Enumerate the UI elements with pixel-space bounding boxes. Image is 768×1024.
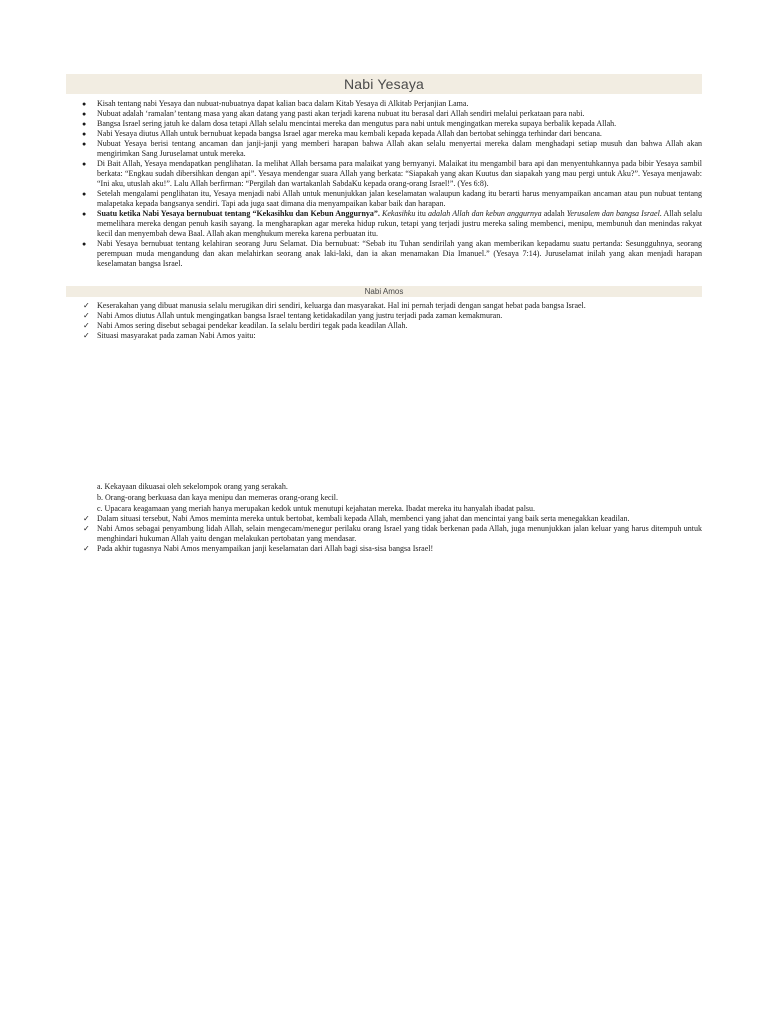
list-item-kebun-anggur: ● Suatu ketika Nabi Yesaya bernubuat tentang “Kekasihku dan Kebun Anggurnya”. Kekasihku itu adalah Allah dan kebun anggurnya adalah Yerusalem dan bangsa Israel. Allah selalu memelihara mereka dengan penuh kasih sayang. Ia mengharapkan agar mereka hidup rukun, tetapi yang terjadi justru mereka saling membenci, menipu, membunuh dan menindas rakyat kecil dan menyembah dewa Baal. Allah akan menghukum mereka karena perbuatan itu. (82, 209, 703, 238)
checkmark-icon: ✓ (83, 321, 90, 330)
kebun-lead: Suatu ketika Nabi Yesaya bernubuat tentang “Kekasihku dan Kebun Anggurnya”. (97, 209, 380, 218)
checkmark-icon: ✓ (83, 544, 90, 553)
bullet-icon: ● (82, 120, 87, 128)
list-item: a. Kekayaan dikuasai oleh sekelompok orang yang serakah. (97, 482, 288, 491)
list-item: ● Nabi Yesaya bernubuat tentang kelahiran seorang Juru Selamat. Dia bernubuat: “Sebab itu Tuhan sendirilah yang akan memberikan kepadamu suatu pertanda: Sesungguhnya, seorang perempuan muda mengandung dan akan melahirkan seorang anak laki-laki, dan ia akan menamakan Dia Imanuel.” (Yesaya 7:14). Juruselamat inilah yang akan menjadi harapan keselamatan bangsa Israel. (82, 239, 702, 268)
list-item: ✓ Situasi masyarakat pada zaman Nabi Amos yaitu: (83, 331, 256, 340)
list-item: ● Kisah tentang nabi Yesaya dan nubuat-nubuatnya dapat kalian baca dalam Kitab Yesaya di Alkitab Perjanjian Lama. (82, 99, 469, 108)
bullet-icon: ● (82, 130, 87, 138)
blank-space (66, 341, 702, 481)
list-item: ● Nubuat Yesaya berisi tentang ancaman dan janji-janji yang memberi harapan bahwa Allah akan selalu menyertai mereka dalam menghadapi setiap musuh dan bahwa Allah akan mengirimkan Sang Juruselamat untuk mereka. (82, 139, 702, 158)
list-item: b. Orang-orang berkuasa dan kaya menipu dan memeras orang-orang kecil. (97, 493, 339, 502)
list-item: ● Di Bait Allah, Yesaya mendapatkan penglihatan. Ia melihat Allah bersama para malaikat yang bernyanyi. Malaikat itu mengambil bara api dan menyentuhkannya pada bibir Yesaya sambil berkata: “Engkau sudah dibersihkan dengan api”. Yesaya mendengar suara Allah yang berkata: “Siapakah yang akan Kuutus dan siapakah yang mau pergi untuk Aku?”. Yesaya menjawab: “Ini aku, utuslah aku!”. Lalu Allah berfirman: “Pergilah dan wartakanlah SabdaKu kepada orang-orang Israel!”. (Yes 6:8). (82, 159, 702, 188)
page-title: Nabi Yesaya (66, 74, 702, 94)
section-title-amos: Nabi Amos (66, 286, 702, 297)
bullet-icon: ● (82, 210, 87, 218)
list-item: ✓ Nabi Amos sebagai penyambung lidah Allah, selain mengecam/menegur perilaku orang Israel yang tidak berkenan pada Allah, juga menunjukkan jalan keluar yang harus ditempuh untuk menghindari hukuman Allah yaitu dengan melakukan pertobatan yang mendasar. (83, 524, 702, 543)
amos-situation-list (66, 481, 702, 514)
list-item: ● Bangsa Israel sering jatuh ke dalam dosa tetapi Allah selalu mencintai mereka dan mengutus para nabi untuk mengingatkan mereka supaya berbalik kepada Allah. (82, 119, 617, 128)
checkmark-icon: ✓ (83, 514, 90, 523)
list-item: ✓ Nabi Amos sering disebut sebagai pendekar keadilan. Ia selalu berdiri tegak pada keadilan Allah. (83, 321, 408, 330)
bullet-icon: ● (82, 240, 87, 248)
list-item: ✓ Nabi Amos diutus Allah untuk mengingatkan bangsa Israel tentang ketidakadilan yang justru terjadi pada zaman kemakmuran. (83, 311, 503, 320)
bullet-icon: ● (82, 140, 87, 148)
checkmark-icon: ✓ (83, 331, 90, 340)
amos-list (66, 301, 702, 341)
list-item: ✓ Keserakahan yang dibuat manusia selalu merugikan diri sendiri, keluarga dan masyarakat. Hal ini pernah terjadi dengan sangat hebat pada bangsa Israel. (83, 301, 586, 310)
yesaya-list (66, 99, 702, 269)
bullet-icon: ● (82, 190, 87, 198)
list-item: c. Upacara keagamaan yang meriah hanya merupakan kedok untuk menutupi kejahatan mereka. Ibadat mereka itu hanyalah ibadat palsu. (97, 504, 536, 513)
bullet-icon: ● (82, 160, 87, 168)
bullet-icon: ● (82, 100, 87, 108)
bullet-icon: ● (82, 110, 87, 118)
document-page (66, 74, 702, 554)
list-item: ✓ Pada akhir tugasnya Nabi Amos menyampaikan janji keselamatan dari Allah bagi sisa-sisa bangsa Israel! (83, 544, 434, 553)
list-item: ● Setelah mengalami penglihatan itu, Yesaya menjadi nabi Allah untuk menunjukkan jalan keselamatan walaupun kadang itu berarti harus menyampaikan ancaman atau pun nubuat tentang malapetaka kepada bangsanya sendiri. Tapi ada juga saat dimana dia menyampaikan kabar baik dan harapan. (82, 189, 702, 208)
list-item: ✓ Dalam situasi tersebut, Nabi Amos meminta mereka untuk bertobat, kembali kepada Allah, membenci yang jahat dan mencintai yang baik serta menegakkan keadilan. (83, 514, 630, 523)
amos-list-2 (66, 514, 702, 554)
list-item: ● Nubuat adalah ‘ramalan’ tentang masa yang akan datang yang pasti akan terjadi karena nubuat itu berasal dari Allah sendiri melalui perkataan para nabi. (82, 109, 585, 118)
checkmark-icon: ✓ (83, 311, 90, 320)
checkmark-icon: ✓ (83, 301, 90, 310)
checkmark-icon: ✓ (83, 524, 90, 533)
list-item: ● Nabi Yesaya diutus Allah untuk bernubuat kepada bangsa Israel agar mereka mau kembali kepada kepada Allah dan bertobat sehingga terhindar dari bencana. (82, 129, 602, 138)
